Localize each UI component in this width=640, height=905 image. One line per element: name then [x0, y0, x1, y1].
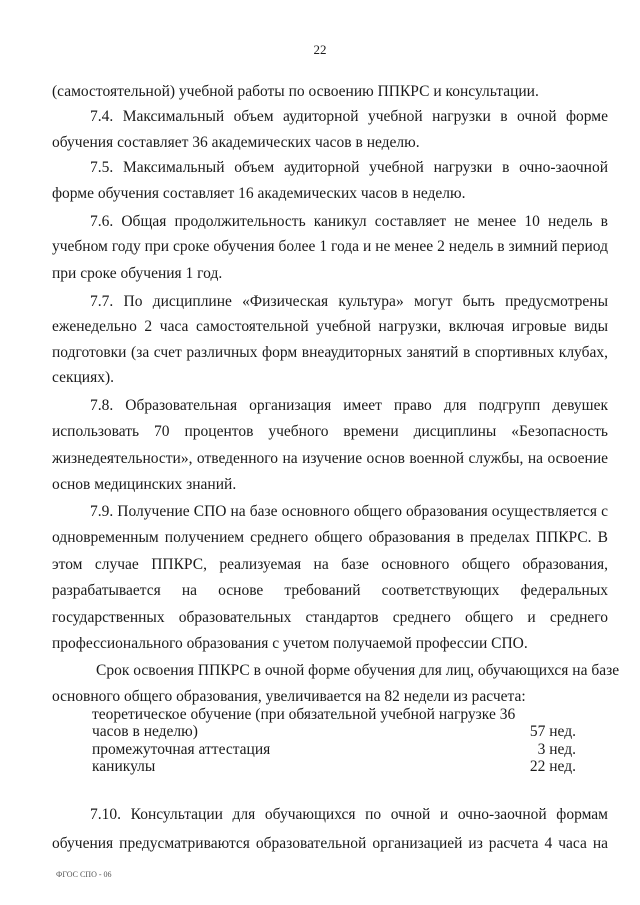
text-line: 7.10. Консультации для обучающихся по очной и очно-заочной формам [90, 806, 608, 823]
text-line: профессионального образования с учетом получаемой профессии СПО. [52, 635, 528, 652]
schedule-label: промежуточная аттестация [92, 741, 271, 758]
schedule-value: 57 нед. [529, 723, 576, 740]
text-line: жизнедеятельности», отведенного на изучение основ военной службы, на освоение [52, 450, 608, 467]
text-line: при сроке обучения 1 год. [52, 265, 223, 282]
text-line: секциях). [52, 369, 114, 386]
text-line: 7.5. Максимальный объем аудиторной учебной нагрузки в очно-заочной [90, 159, 608, 176]
schedule-label: теоретическое обучение (при обязательной учебной нагрузке 36 [92, 706, 516, 723]
schedule-value: 3 нед. [537, 741, 576, 758]
schedule-value: 22 нед. [529, 758, 576, 775]
text-line: государственных образовательных стандартов среднего общего и среднего [52, 609, 608, 626]
text-line: подготовки (за счет различных форм внеаудиторных занятий в спортивных клубах, [52, 344, 608, 361]
text-line: разрабатывается на основе требований соответствующих федеральных [52, 582, 608, 599]
text-line: (самостоятельной) учебной работы по освоению ППКРС и консультации. [52, 83, 539, 100]
text-line: основ медицинских знаний. [52, 476, 237, 493]
text-line: учебном году при сроке обучения более 1 года и не менее 2 недель в зимний период [52, 238, 608, 255]
text-line: еженедельно 2 часа самостоятельной учебной нагрузки, включая игровые виды [52, 318, 608, 335]
text-line: 7.8. Образовательная организация имеет право для подгрупп девушек [90, 397, 608, 414]
text-line: этом случае ППКРС, реализуемая на базе основного общего образования, [52, 556, 608, 573]
text-line: использовать 70 процентов учебного времени дисциплины «Безопасность [52, 423, 608, 440]
text-line: 7.4. Максимальный объем аудиторной учебной нагрузки в очной форме [90, 108, 608, 125]
text-line: 7.6. Общая продолжительность каникул составляет не менее 10 недель в [90, 213, 608, 230]
text-line: обучения предусматриваются образовательной организацией из расчета 4 часа на [52, 835, 608, 852]
text-line: форме обучения составляет 16 академических часов в неделю. [52, 185, 466, 202]
text-line: основного общего образования, увеличивается на 82 недели из расчета: [52, 688, 526, 705]
text-line: Срок освоения ППКРС в очной форме обучения для лиц, обучающихся на базе [96, 662, 620, 679]
text-line: 7.7. По дисциплине «Физическая культура» могут быть предусмотрены [90, 293, 608, 310]
footer-code: ФГОС СПО - 06 [56, 870, 112, 879]
schedule-label: каникулы [92, 758, 156, 775]
text-line: одновременным получением среднего общего образования в пределах ППКРС. В [52, 529, 608, 546]
schedule-label: часов в неделю) [92, 723, 198, 740]
text-line: обучения составляет 36 академических часов в неделю. [52, 134, 420, 151]
page-number: 22 [313, 42, 327, 57]
text-line: 7.9. Получение СПО на базе основного общего образования осуществляется с [90, 503, 608, 520]
